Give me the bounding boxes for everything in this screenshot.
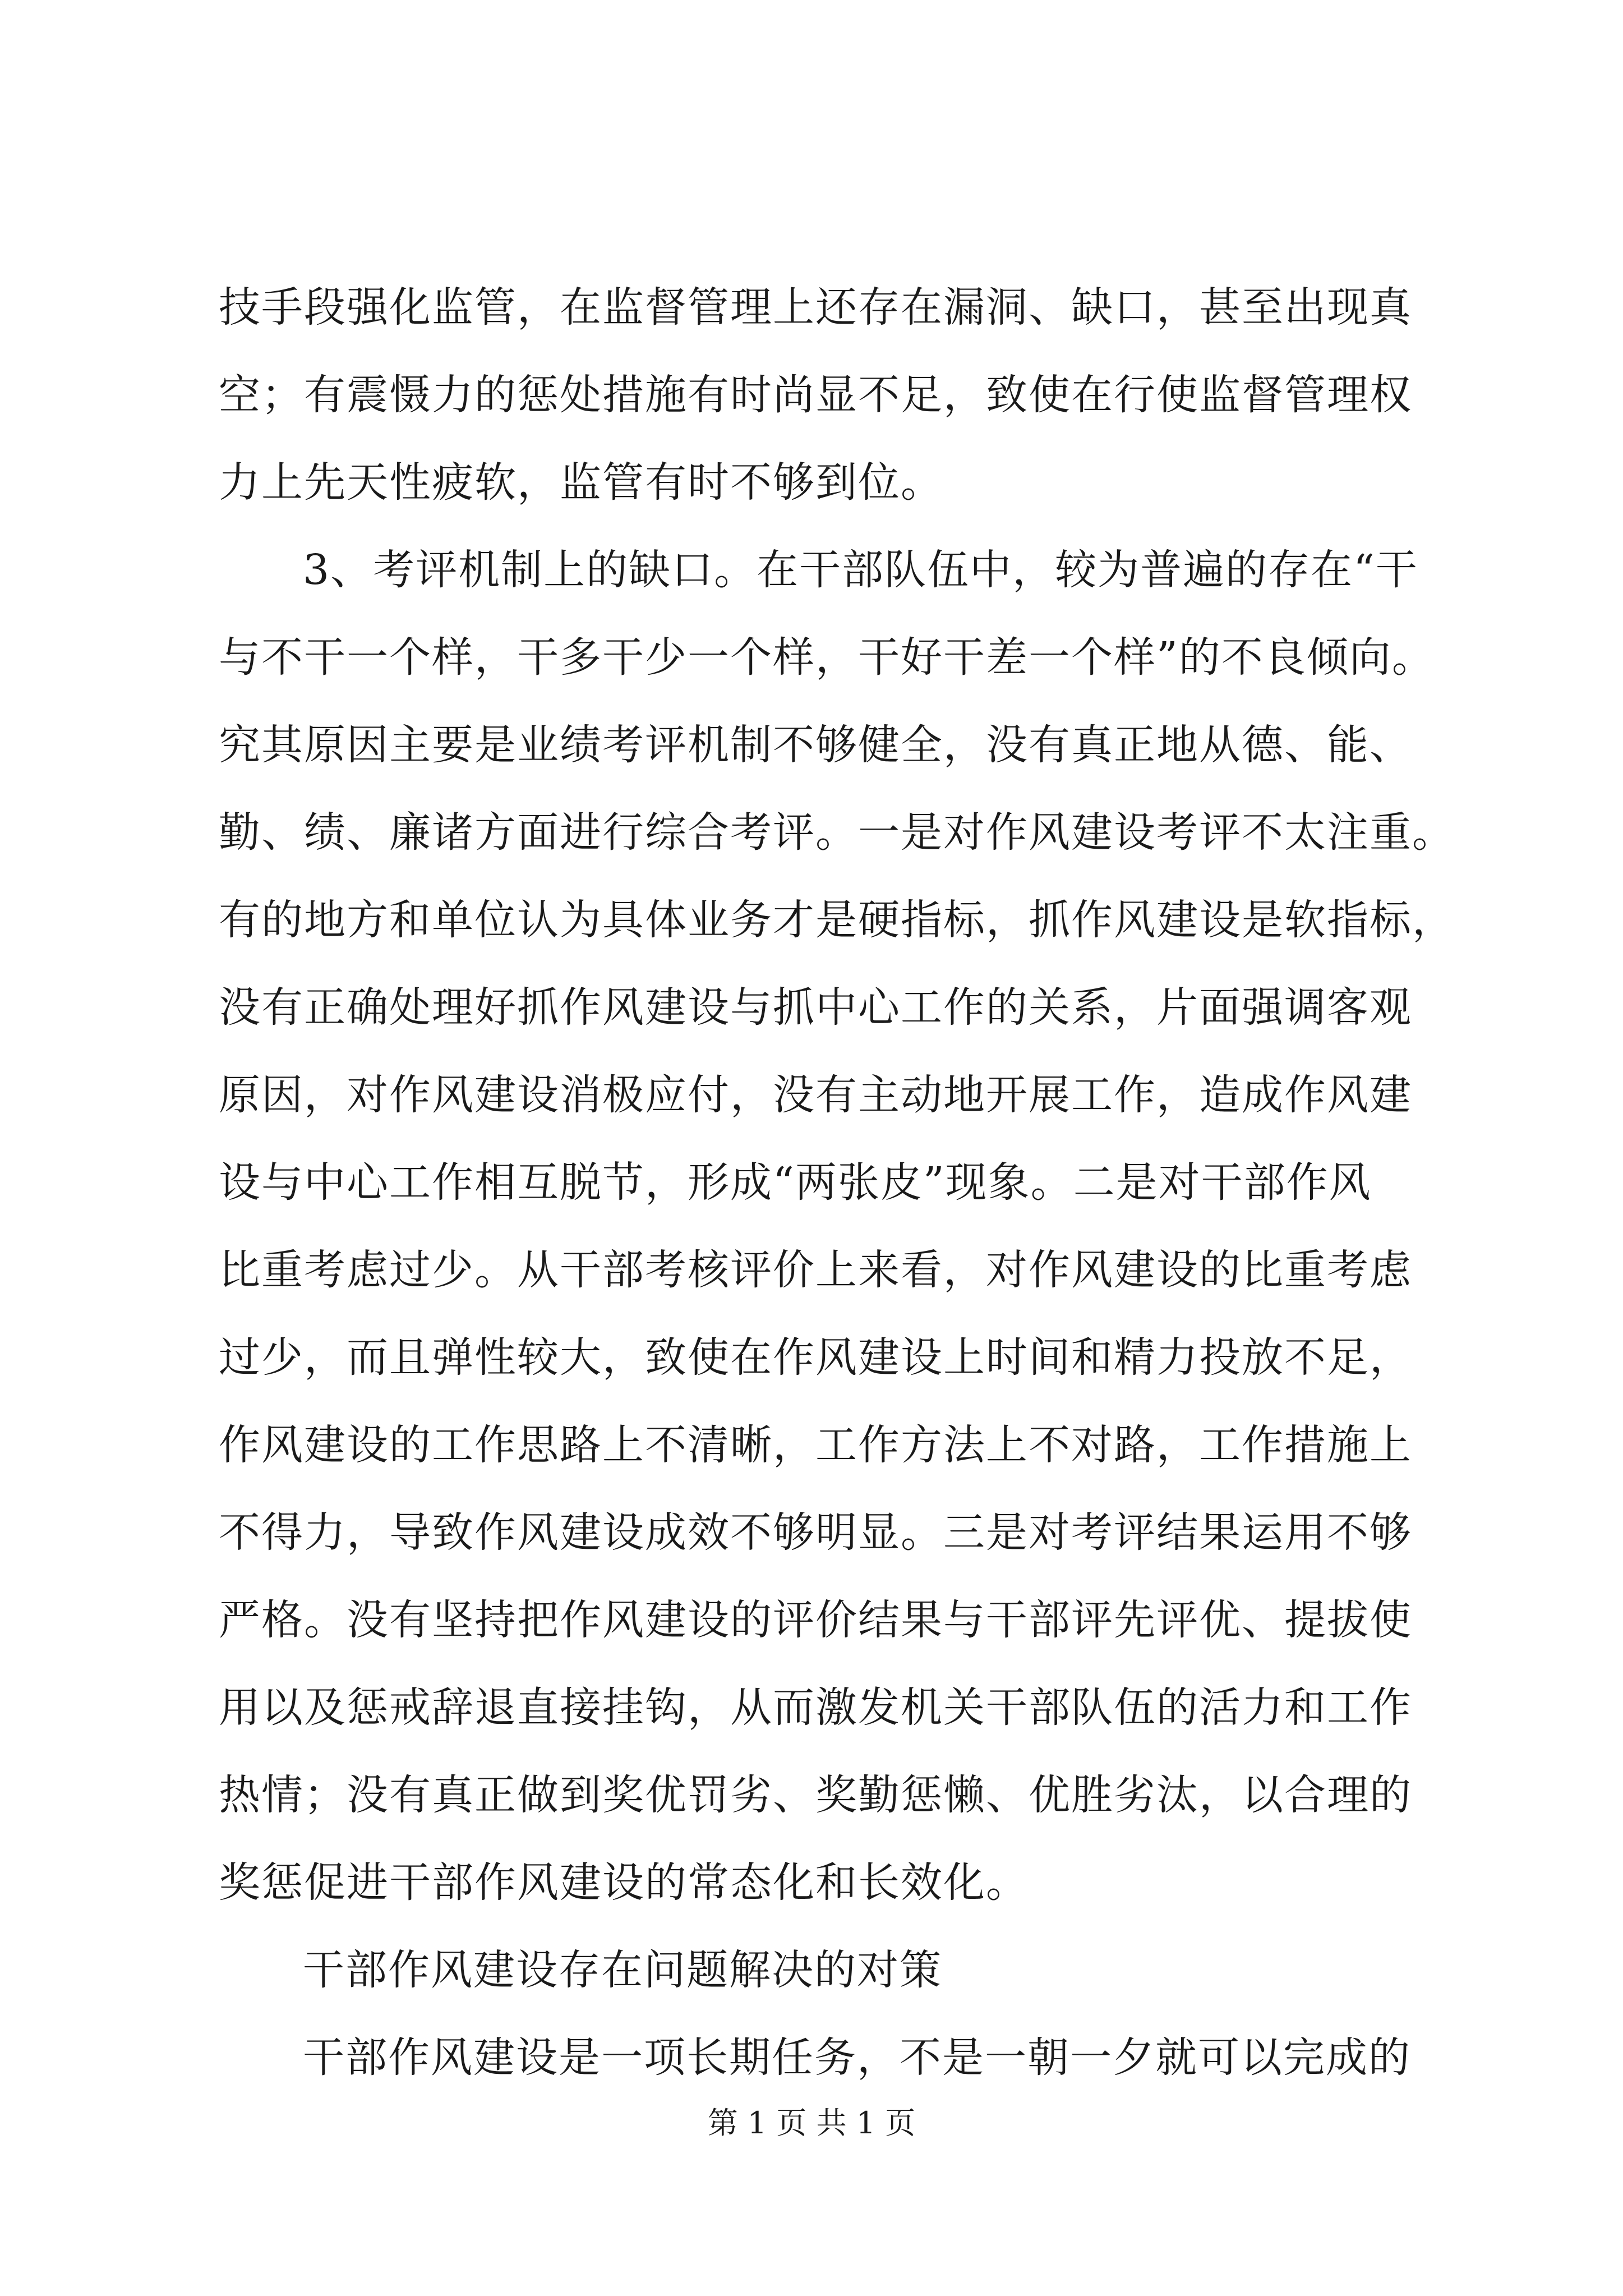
text-line: 奖惩促进干部作风建设的常态化和长效化。 <box>219 1858 1029 1907</box>
text-line: 不得力，导致作风建设成效不够明显。三是对考评结果运用不够 <box>219 1508 1412 1557</box>
text-line: 没有正确处理好抓作风建设与抓中心工作的关系，片面强调客观 <box>219 983 1412 1032</box>
text-line: 作风建设的工作思路上不清晰，工作方法上不对路，工作措施上 <box>219 1421 1412 1469</box>
text-line: 严格。没有坚持把作风建设的评价结果与干部评先评优、提拔使 <box>219 1596 1412 1644</box>
text-line: 究其原因主要是业绩考评机制不够健全，没有真正地从德、能、 <box>219 721 1412 769</box>
text-line: 过少，而且弹性较大，致使在作风建设上时间和精力投放不足， <box>219 1333 1412 1382</box>
text-line: 与不干一个样，干多干少一个样，干好干差一个样”的不良倾向。 <box>219 633 1435 682</box>
text-line: 原因，对作风建设消极应付，没有主动地开展工作，造成作风建 <box>219 1071 1412 1119</box>
paragraph-start-line: 干部作风建设是一项长期任务，不是一朝一夕就可以完成的 <box>303 2033 1411 2082</box>
text-line: 设与中心工作相互脱节，形成“两张皮”现象。二是对干部作风 <box>219 1158 1372 1207</box>
section-heading: 干部作风建设存在问题解决的对策 <box>303 1946 942 1994</box>
paragraph-start-line: 3、考评机制上的缺口。在干部队伍中，较为普遍的存在“干 <box>303 546 1418 594</box>
text-line: 比重考虑过少。从干部考核评价上来看，对作风建设的比重考虑 <box>219 1246 1412 1294</box>
text-line: 有的地方和单位认为具体业务才是硬指标，抓作风建设是软指标， <box>219 896 1455 944</box>
document-body <box>219 264 1455 2101</box>
text-line: 技手段强化监管，在监督管理上还存在漏洞、缺口，甚至出现真 <box>219 283 1412 332</box>
page-footer: 第 1 页 共 1 页 <box>707 2105 916 2141</box>
text-line: 热情；没有真正做到奖优罚劣、奖勤惩懒、优胜劣汰，以合理的 <box>219 1771 1412 1819</box>
text-line: 空；有震慑力的惩处措施有时尚显不足，致使在行使监督管理权 <box>219 371 1412 419</box>
text-line: 力上先天性疲软，监管有时不够到位。 <box>219 458 943 507</box>
text-line: 勤、绩、廉诸方面进行综合考评。一是对作风建设考评不太注重。 <box>219 808 1455 857</box>
text-line: 用以及惩戒辞退直接挂钩，从而激发机关干部队伍的活力和工作 <box>219 1683 1412 1732</box>
